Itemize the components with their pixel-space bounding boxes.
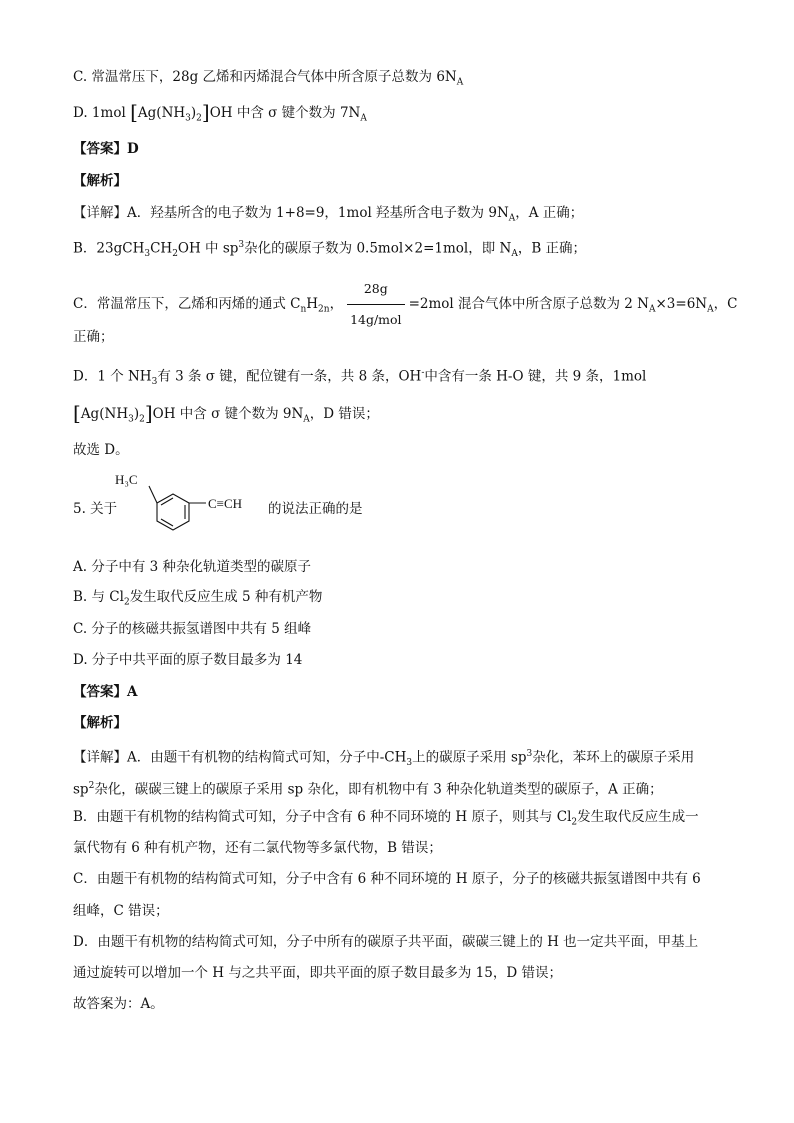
answer-2: 【答案】A (73, 684, 138, 700)
choose-1: 故选 D。 (73, 442, 129, 458)
detail-d-2: $[Ag(NH_3)_2]OH$ 中含 σ 键个数为 $9N_A$，D 错误； (73, 401, 379, 425)
detail-b: B．$23gCH_3CH_2OH$ 中 $sp^3$杂化的碳原子数为 0.5mol×2=1mol，即 $N_A$，B 正确； (73, 240, 587, 260)
q5-option-d: D. 分子中共平面的原子数目最多为 14 (73, 652, 303, 668)
methyl-label: H₃C (115, 472, 138, 487)
explain-line-7: D．由题干有机物的结构简式可知，分子中所有的碳原子共平面，碳碳三键上的 H 也一定共平面，甲基上 (73, 934, 699, 950)
detail-d: D．1 个 $NH_3$有 3 条 σ 键，配位键有一条，共 8 条，OH-中含有一条 H-O 键，共 9 条，1mol (73, 368, 647, 388)
q5-option-c: C. 分子的核磁共振氢谱图中共有 5 组峰 (73, 621, 312, 637)
fraction: $\frac{28g}{\text{14g/mol}}$ (347, 276, 405, 333)
explain-line-5: C．由题干有机物的结构简式可知，分子中含有 6 种不同环境的 H 原子，分子的核磁共振氢谱图中共有 6 (73, 871, 701, 887)
explain-line-1: 【详解】A．由题干有机物的结构简式可知，分子中$-CH_3$上的碳原子采用 $sp^3$杂化，苯环上的碳原子采用 (73, 749, 695, 769)
detail-a: 【详解】A．羟基所含的电子数为 1+8=9，1mol 羟基所含电子数为 $9N_A$，A 正确； (73, 205, 584, 224)
explain-line-9: 故答案为：A。 (73, 996, 164, 1012)
detail-c-cont: 正确； (73, 329, 114, 345)
benzene-ring (149, 486, 206, 530)
explain-line-8: 通过旋转可以增加一个 H 与之共平面，即共平面的原子数目最多为 15，D 错误； (73, 965, 562, 981)
detail-c: C．常温常压下，乙烯和丙烯的通式 $C_nH_{2n}$， $\frac{28g}{\text{14g/mol}}$ =2mol 混合气体中所含原子总数为 2 $N_A\times 3=6N_A$，C (73, 276, 737, 333)
q5-stem-post: 的说法正确的是 (268, 501, 363, 517)
explain-line-3: B．由题干有机物的结构简式可知，分子中含有 6 种不同环境的 H 原子，则其与 $Cl_2$发生取代反应生成一 (73, 809, 699, 828)
m-ethynyltoluene-structure (115, 470, 270, 545)
option-d: D. 1mol $[Ag(NH_3)_2]OH$ 中含 σ 键个数为 $7N_A$ (73, 100, 367, 124)
q5-option-a: A. 分子中有 3 种杂化轨道类型的碳原子 (73, 559, 312, 575)
analysis-1: 【解析】 (73, 173, 127, 189)
analysis-2: 【解析】 (73, 715, 127, 731)
answer-1: 【答案】D (73, 141, 139, 157)
q5-option-b: B. 与 $Cl_2$发生取代反应生成 5 种有机产物 (73, 589, 323, 608)
option-c: C. 常温常压下，28g 乙烯和丙烯混合气体中所含原子总数为 $6N_A$ (73, 69, 464, 88)
q5-stem-pre: 5. 关于 (73, 501, 118, 517)
explain-line-4: 氯代物有 6 种有机产物，还有二氯代物等多氯代物，B 错误； (73, 840, 442, 856)
explain-line-6: 组峰，C 错误； (73, 903, 169, 919)
explain-line-2: $sp^2$杂化，碳碳三键上的碳原子采用 sp 杂化，即有机物中有 3 种杂化轨道类型的碳原子，A 正确； (73, 781, 663, 798)
alkyne-label: C≡CH (208, 496, 243, 511)
